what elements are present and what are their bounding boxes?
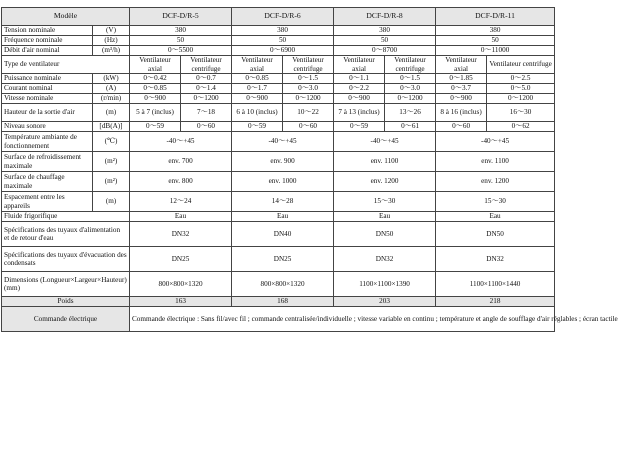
row-label: Vitesse nominale bbox=[2, 94, 93, 104]
table-row bbox=[2, 172, 555, 192]
row-label: Poids bbox=[2, 297, 130, 307]
row-unit: [dB(A)] bbox=[93, 122, 130, 132]
table-row bbox=[2, 36, 555, 46]
cell-value: 50 bbox=[436, 36, 555, 46]
cell-value: Eau bbox=[334, 212, 436, 222]
cell-value: 218 bbox=[436, 297, 555, 307]
cell-value: env. 1200 bbox=[334, 172, 436, 192]
model-header-8: DCF-D/R-8 bbox=[334, 8, 436, 26]
spec-table bbox=[1, 7, 618, 332]
cell-value: 0～0.7 bbox=[181, 74, 232, 84]
cell-value: 0～60 bbox=[283, 122, 334, 132]
row-unit: (Hz) bbox=[93, 36, 130, 46]
row-label: Spécifications des tuyaux d'alimentation et de retour d'eau bbox=[2, 222, 130, 247]
cell-value: 800×800×1320 bbox=[130, 272, 232, 297]
cell-value: 0～0.85 bbox=[130, 84, 181, 94]
cell-value: 0～60 bbox=[181, 122, 232, 132]
cell-value: 14～28 bbox=[232, 192, 334, 212]
cell-value: 0～1200 bbox=[487, 94, 555, 104]
cell-value: 0～3.7 bbox=[436, 84, 487, 94]
cell-value: 0～1.4 bbox=[181, 84, 232, 94]
cell-value: 0～3.0 bbox=[385, 84, 436, 94]
cell-value: 10～22 bbox=[283, 104, 334, 122]
row-unit: (m³/h) bbox=[93, 46, 130, 56]
row-label: Fluide frigorifique bbox=[2, 212, 130, 222]
cell-value: 50 bbox=[232, 36, 334, 46]
model-header: Modèle bbox=[2, 8, 130, 26]
cell-value: 12～24 bbox=[130, 192, 232, 212]
cell-value: 0～0.42 bbox=[130, 74, 181, 84]
cell-value: 0～59 bbox=[334, 122, 385, 132]
cell-value: 0～1200 bbox=[181, 94, 232, 104]
cell-value: 380 bbox=[232, 26, 334, 36]
cell-value: 15～30 bbox=[334, 192, 436, 212]
table-row-commande bbox=[2, 307, 555, 332]
row-unit: (m) bbox=[93, 104, 130, 122]
table-row bbox=[2, 272, 555, 297]
cell-value: 16～30 bbox=[487, 104, 555, 122]
cell-value: -40～+45 bbox=[130, 132, 232, 152]
cell-value: 0～5.0 bbox=[487, 84, 555, 94]
row-label: Espacement entre les appareils bbox=[2, 192, 93, 212]
cell-value: 800×800×1320 bbox=[232, 272, 334, 297]
cell-value: 380 bbox=[130, 26, 232, 36]
cell-value: DN40 bbox=[232, 222, 334, 247]
cell-value: env. 900 bbox=[232, 152, 334, 172]
row-unit: (m) bbox=[93, 192, 130, 212]
table-row bbox=[2, 132, 555, 152]
fan-centrifuge-cell: Ventilateur centrifuge bbox=[487, 56, 555, 74]
table-row bbox=[2, 56, 555, 74]
cell-value: 0～900 bbox=[232, 94, 283, 104]
cell-value: DN25 bbox=[232, 247, 334, 272]
row-label: Température ambiante de fonctionnement bbox=[2, 132, 93, 152]
cell-value: 15～30 bbox=[436, 192, 555, 212]
cell-value: 0～6900 bbox=[232, 46, 334, 56]
cell-value: 0～1.5 bbox=[385, 74, 436, 84]
row-label: Surface de chauffage maximale bbox=[2, 172, 93, 192]
row-label: Dimensions (Longueur×Largeur×Hauteur) (mm) bbox=[2, 272, 130, 297]
row-unit: (℃) bbox=[93, 132, 130, 152]
cell-value: 0～1200 bbox=[385, 94, 436, 104]
row-label: Type de ventilateur bbox=[2, 56, 130, 74]
cell-value: 0～900 bbox=[334, 94, 385, 104]
cell-value: 6 à 10 (inclus) bbox=[232, 104, 283, 122]
row-label: Spécifications des tuyaux d'évacuation des condensats bbox=[2, 247, 130, 272]
table-body bbox=[2, 26, 618, 332]
cell-value: env. 1100 bbox=[334, 152, 436, 172]
cell-value: 0～900 bbox=[130, 94, 181, 104]
cell-value: DN32 bbox=[334, 247, 436, 272]
cell-value: DN32 bbox=[436, 247, 555, 272]
cell-value: DN50 bbox=[436, 222, 555, 247]
row-label: Surface de refroidissement maximale bbox=[2, 152, 93, 172]
cell-value: 0～900 bbox=[436, 94, 487, 104]
table-row bbox=[2, 46, 555, 56]
row-unit: (kW) bbox=[93, 74, 130, 84]
row-unit: (m²) bbox=[93, 152, 130, 172]
cell-value: 50 bbox=[130, 36, 232, 46]
table-row bbox=[2, 26, 555, 36]
table-row bbox=[2, 84, 555, 94]
model-header-5: DCF-D/R-5 bbox=[130, 8, 232, 26]
cell-value: 0～1.1 bbox=[334, 74, 385, 84]
row-label: Niveau sonore bbox=[2, 122, 93, 132]
table-row bbox=[2, 104, 555, 122]
spec-table-container bbox=[1, 7, 618, 332]
cell-value: 0～62 bbox=[487, 122, 555, 132]
cell-value: 8 à 16 (inclus) bbox=[436, 104, 487, 122]
cell-value: DN25 bbox=[130, 247, 232, 272]
table-row bbox=[2, 152, 555, 172]
fan-axial-cell: Ventilateur axial bbox=[232, 56, 283, 74]
row-label: Débit d'air nominal bbox=[2, 46, 93, 56]
cell-value: 0～3.0 bbox=[283, 84, 334, 94]
cell-value: env. 800 bbox=[130, 172, 232, 192]
table-row bbox=[2, 247, 555, 272]
cell-value: 0～61 bbox=[385, 122, 436, 132]
cell-value: env. 1000 bbox=[232, 172, 334, 192]
table-header bbox=[2, 8, 555, 26]
model-header-11: DCF-D/R-11 bbox=[436, 8, 555, 26]
cell-value: DN32 bbox=[130, 222, 232, 247]
cell-value: 0～8700 bbox=[334, 46, 436, 56]
cell-value: env. 1100 bbox=[436, 152, 555, 172]
fan-centrifuge-cell: Ventilateur centrifuge bbox=[283, 56, 334, 74]
fan-axial-cell: Ventilateur axial bbox=[436, 56, 487, 74]
cell-value: env. 700 bbox=[130, 152, 232, 172]
cell-value: 1100×1100×1440 bbox=[436, 272, 555, 297]
table-row bbox=[2, 74, 555, 84]
model-header-6: DCF-D/R-6 bbox=[232, 8, 334, 26]
table-row bbox=[2, 222, 555, 247]
cell-value: 0～2.2 bbox=[334, 84, 385, 94]
cell-value: -40～+45 bbox=[436, 132, 555, 152]
cell-value: 7～18 bbox=[181, 104, 232, 122]
fan-axial-cell: Ventilateur axial bbox=[130, 56, 181, 74]
row-label: Fréquence nominale bbox=[2, 36, 93, 46]
table-row bbox=[2, 122, 555, 132]
cell-value: 0～11000 bbox=[436, 46, 555, 56]
table-row bbox=[2, 94, 555, 104]
cell-value: 0～2.5 bbox=[487, 74, 555, 84]
cell-value: 5 à 7 (inclus) bbox=[130, 104, 181, 122]
cell-value: 163 bbox=[130, 297, 232, 307]
cell-value: env. 1200 bbox=[436, 172, 555, 192]
row-unit: (V) bbox=[93, 26, 130, 36]
cell-value: Eau bbox=[130, 212, 232, 222]
fan-centrifuge-cell: Ventilateur centrifuge bbox=[385, 56, 436, 74]
table-row-poids bbox=[2, 297, 555, 307]
cell-value: 0～60 bbox=[436, 122, 487, 132]
cell-value: 203 bbox=[334, 297, 436, 307]
row-label: Tension nominale bbox=[2, 26, 93, 36]
row-label: Hauteur de la sortie d'air bbox=[2, 104, 93, 122]
cell-value: 0～1200 bbox=[283, 94, 334, 104]
fan-axial-cell: Ventilateur axial bbox=[334, 56, 385, 74]
cell-value: 50 bbox=[334, 36, 436, 46]
cell-value: 0～0.85 bbox=[232, 74, 283, 84]
row-unit: (m²) bbox=[93, 172, 130, 192]
cell-value: -40～+45 bbox=[232, 132, 334, 152]
cell-value: Eau bbox=[232, 212, 334, 222]
commande-text: Commande électrique : Sans fil/avec fil ; commande centralisée/individuelle ; vitesse variable en continu ; température et angle de soufflage d'air réglables ; écran tactile bbox=[130, 307, 555, 332]
cell-value: 13～26 bbox=[385, 104, 436, 122]
table-row bbox=[2, 192, 555, 212]
row-label: Puissance nominale bbox=[2, 74, 93, 84]
row-label: Commande électrique bbox=[2, 307, 130, 332]
row-unit: (A) bbox=[93, 84, 130, 94]
cell-value: 0～59 bbox=[130, 122, 181, 132]
cell-value: DN50 bbox=[334, 222, 436, 247]
cell-value: 380 bbox=[334, 26, 436, 36]
row-label: Courant nominal bbox=[2, 84, 93, 94]
cell-value: 0～59 bbox=[232, 122, 283, 132]
cell-value: 168 bbox=[232, 297, 334, 307]
fan-centrifuge-cell: Ventilateur centrifuge bbox=[181, 56, 232, 74]
cell-value: -40～+45 bbox=[334, 132, 436, 152]
cell-value: 380 bbox=[436, 26, 555, 36]
cell-value: 1100×1100×1390 bbox=[334, 272, 436, 297]
cell-value: 0～1.5 bbox=[283, 74, 334, 84]
row-unit: (r/min) bbox=[93, 94, 130, 104]
cell-value: 0～5500 bbox=[130, 46, 232, 56]
cell-value: 7 à 13 (inclus) bbox=[334, 104, 385, 122]
cell-value: Eau bbox=[436, 212, 555, 222]
cell-value: 0～1.7 bbox=[232, 84, 283, 94]
cell-value: 0～1.85 bbox=[436, 74, 487, 84]
table-row bbox=[2, 212, 555, 222]
